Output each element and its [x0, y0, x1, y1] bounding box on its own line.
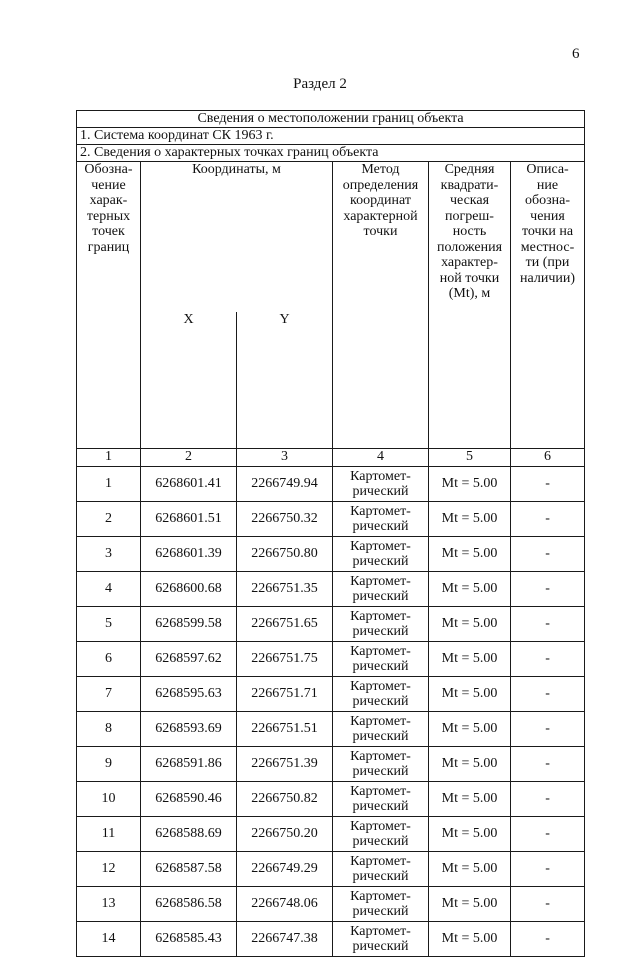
coordinate-y: 2266750.32 [237, 502, 333, 537]
coordinate-y: 2266751.75 [237, 642, 333, 677]
accuracy: Mt = 5.00 [429, 572, 511, 607]
header-description-text: Описа- ние обозна- чения точки на местнос- ти (при наличии) [520, 162, 576, 286]
coordinate-x: 6268600.68 [141, 572, 237, 607]
description: - [511, 887, 585, 922]
method: Картомет- рический [333, 467, 429, 502]
header-accuracy [429, 162, 511, 449]
coordinate-y: 2266750.80 [237, 537, 333, 572]
header-designation-text: Обозна- чение харак- терных точек границ [84, 162, 133, 255]
coordinate-y: 2266751.65 [237, 607, 333, 642]
accuracy: Mt = 5.00 [429, 677, 511, 712]
table-row [77, 852, 585, 887]
method: Картомет- рический [333, 712, 429, 747]
header-method [333, 162, 429, 449]
coordinate-x: 6268597.62 [141, 642, 237, 677]
header-coordinates: Координаты, м [141, 162, 333, 313]
accuracy: Mt = 5.00 [429, 642, 511, 677]
method: Картомет- рический [333, 607, 429, 642]
point-number: 12 [77, 852, 141, 887]
point-number: 5 [77, 607, 141, 642]
accuracy: Mt = 5.00 [429, 467, 511, 502]
header-description [511, 162, 585, 449]
coordinate-x: 6268593.69 [141, 712, 237, 747]
table-row [77, 782, 585, 817]
page-number: 6 [572, 46, 580, 62]
method: Картомет- рический [333, 502, 429, 537]
point-number: 6 [77, 642, 141, 677]
point-number: 4 [77, 572, 141, 607]
table-row [77, 502, 585, 537]
description: - [511, 852, 585, 887]
header-accuracy-text: Средняя квадрати- ческая погреш- ность положения характер- ной точки (Mt), м [436, 162, 503, 301]
coordinate-y: 2266748.06 [237, 887, 333, 922]
accuracy: Mt = 5.00 [429, 747, 511, 782]
point-number: 14 [77, 922, 141, 957]
boundary-points-table [76, 110, 585, 957]
description: - [511, 817, 585, 852]
point-number: 10 [77, 782, 141, 817]
coordinate-x: 6268591.86 [141, 747, 237, 782]
coordinate-x: 6268601.39 [141, 537, 237, 572]
header-designation [77, 162, 141, 449]
table-row [77, 677, 585, 712]
accuracy: Mt = 5.00 [429, 712, 511, 747]
method: Картомет- рический [333, 782, 429, 817]
method: Картомет- рический [333, 817, 429, 852]
accuracy: Mt = 5.00 [429, 782, 511, 817]
method: Картомет- рический [333, 887, 429, 922]
coordinate-x: 6268588.69 [141, 817, 237, 852]
description: - [511, 467, 585, 502]
point-number: 3 [77, 537, 141, 572]
description: - [511, 537, 585, 572]
coordinate-y: 2266749.29 [237, 852, 333, 887]
column-number: 5 [429, 449, 511, 467]
coordinate-x: 6268595.63 [141, 677, 237, 712]
method: Картомет- рический [333, 572, 429, 607]
header-y: Y [237, 312, 333, 449]
column-number: 2 [141, 449, 237, 467]
coordinate-y: 2266749.94 [237, 467, 333, 502]
coordinate-y: 2266750.82 [237, 782, 333, 817]
accuracy: Mt = 5.00 [429, 922, 511, 957]
description: - [511, 502, 585, 537]
coordinate-y: 2266750.20 [237, 817, 333, 852]
coordinate-y: 2266747.38 [237, 922, 333, 957]
header-method-text: Метод определения координат характерной точки [342, 162, 419, 239]
coordinate-x: 6268601.51 [141, 502, 237, 537]
points-heading-row: 2. Сведения о характерных точках границ объекта [77, 145, 585, 162]
point-number: 9 [77, 747, 141, 782]
method: Картомет- рический [333, 852, 429, 887]
coordinate-x: 6268601.41 [141, 467, 237, 502]
description: - [511, 747, 585, 782]
table-row [77, 467, 585, 502]
point-number: 8 [77, 712, 141, 747]
table-row [77, 887, 585, 922]
description: - [511, 712, 585, 747]
table-row [77, 642, 585, 677]
column-number: 4 [333, 449, 429, 467]
coordinate-system-row: 1. Система координат СК 1963 г. [77, 128, 585, 145]
column-number: 3 [237, 449, 333, 467]
section-title: Раздел 2 [293, 76, 347, 92]
table-row [77, 572, 585, 607]
coordinate-y: 2266751.35 [237, 572, 333, 607]
table-row [77, 817, 585, 852]
coordinate-y: 2266751.71 [237, 677, 333, 712]
coordinate-x: 6268586.58 [141, 887, 237, 922]
table-row [77, 712, 585, 747]
description: - [511, 782, 585, 817]
method: Картомет- рический [333, 537, 429, 572]
description: - [511, 572, 585, 607]
point-number: 7 [77, 677, 141, 712]
accuracy: Mt = 5.00 [429, 537, 511, 572]
accuracy: Mt = 5.00 [429, 607, 511, 642]
table-row [77, 607, 585, 642]
description: - [511, 922, 585, 957]
coordinate-y: 2266751.39 [237, 747, 333, 782]
table-row [77, 747, 585, 782]
coordinate-x: 6268590.46 [141, 782, 237, 817]
column-number: 6 [511, 449, 585, 467]
accuracy: Mt = 5.00 [429, 817, 511, 852]
point-number: 13 [77, 887, 141, 922]
accuracy: Mt = 5.00 [429, 852, 511, 887]
coordinate-y: 2266751.51 [237, 712, 333, 747]
description: - [511, 677, 585, 712]
method: Картомет- рический [333, 747, 429, 782]
table-title: Сведения о местоположении границ объекта [77, 111, 585, 128]
coordinate-x: 6268585.43 [141, 922, 237, 957]
description: - [511, 607, 585, 642]
method: Картомет- рический [333, 922, 429, 957]
coordinate-x: 6268599.58 [141, 607, 237, 642]
column-number: 1 [77, 449, 141, 467]
table-row [77, 537, 585, 572]
description: - [511, 642, 585, 677]
point-number: 1 [77, 467, 141, 502]
method: Картомет- рический [333, 642, 429, 677]
point-number: 11 [77, 817, 141, 852]
method: Картомет- рический [333, 677, 429, 712]
coordinate-x: 6268587.58 [141, 852, 237, 887]
accuracy: Mt = 5.00 [429, 887, 511, 922]
header-x: X [141, 312, 237, 449]
point-number: 2 [77, 502, 141, 537]
accuracy: Mt = 5.00 [429, 502, 511, 537]
table-row [77, 922, 585, 957]
